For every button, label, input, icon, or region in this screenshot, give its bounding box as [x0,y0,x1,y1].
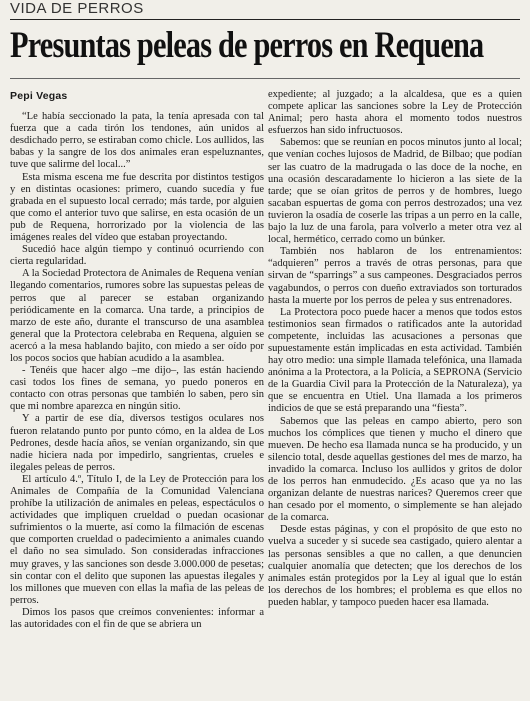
right-column [268,89,522,609]
paragraph: La Protectora poco puede hacer a menos que todos estos testimonios sean firmados o ratificados ante la autoridad competente, incluidas las acusaciones a personas que supuestamente están implicadas en esta actividad. También hay otro medio: una simple llamada telefónica, una llamada anónima a la Protectora, a la Policía, a SEPRONA (Servicio de la Guardia Civil para la Protección de la Naturaleza), ya que se encuentra en Utiel. Una llamada a los primeros indicios de que se está preparando una “fiesta”. [268,306,522,415]
paragraph: Sabemos: que se reunían en pocos minutos junto al local; que venían coches lujosos de Madrid, de Bilbao; que podían ser las cuatro de la madrugada o las doce de la noche, en una ocasión descaradamente lo hicieron a las siete de la tarde; que se oían gritos de perros y de hombres, luego sacaban espuertas de goma con perros destrozados; una vez tuvieron la osadía de coserle las tripas a un perro en la calle, bajo la luz de una farola, para volverlo a meter otra vez al local, hermético, cerrado como un búnker. [268,137,522,246]
paragraph: “Le había seccionado la pata, la tenía apresada con tal fuerza que a cada tirón los tendones, aún unidos al desdichado perro, se estiraban como chicle. Los aullidos, las babas y la sangre de los dos animales eran espeluznantes, tuve que salirme del local...” [10,111,264,171]
paragraph: Dimos los pasos que creímos convenientes: informar a las autoridades con el fin de que se abriera un [10,606,264,631]
headline: Presuntas peleas de perros en Requena [10,25,484,66]
paragraph: Sucedió hace algún tiempo y continuó ocurriendo con cierta regularidad. [10,244,264,268]
paragraph: - Tenéis que hacer algo –me dijo–, las están haciendo casi todos los fines de semana, yo puedo poneros en contacto con otras personas que también lo saben, pero sin que mi nombre aparezca en ningún sitio. [10,365,264,413]
paragraph: Esta misma escena me fue descrita por distintos testigos y en distintas ocasiones: primero, cuando sucedía y fue grabada en el supuesto local cerrado; más tarde, por alguien que como el anterior tuvo que salirse, en esta ocasión de un pub de Requena, horrorizado por la violencia de las imágenes reales del vídeo que estaban proyectando. [10,171,264,244]
paragraph: A la Sociedad Protectora de Animales de Requena venían llegando comentarios, rumores sobre las supuestas peleas de perros que al parecer se estaban organizando periódicamente en la comarca. Una tarde, a principios de marzo de este año, durante el transcurso de una asamblea general que la Protectora celebraba en Requena, alguien se acercó a la mesa hablando bajito, con miedo a ser oído por los pocos socios que habían acudido a la asamblea. [10,268,264,364]
section-label: VIDA DE PERROS [10,0,144,17]
headline-rule [10,78,520,79]
paragraph: expediente; al juzgado; a la alcaldesa, que es a quien compete aplicar las sanciones sobre la Ley de Protección Animal; pero hasta ahora el momento todos nuestros esfuerzos han sido infructuosos. [268,89,522,137]
paragraph: Y a partir de ese día, diversos testigos oculares nos fueron relatando punto por punto cómo, en la aldea de Los Pedrones, desde hacía años, se venían organizando, sin que nadie hiciera nada por impedirlo, sangrientas, crueles e ilegales peleas de perros. [10,413,264,473]
paragraph: Desde estas páginas, y con el propósito de que esto no vuelva a suceder y si sucede sea castigado, quiero alentar a las personas sensibles a que no callen, a que denuncien cualquier anomalía que detecten; que los derechos de los animales están protegidos por la Ley al igual que lo están los derechos de los hombres; el problema es que ellos no pueden hablar, y tampoco pueden hacer esa llamada. [268,524,522,608]
paragraph: También nos hablaron de los entrenamientos: “adquieren” perros a través de otras personas, para que sirvan de “sparrings” a sus campeones. Desgraciados perros vagabundos, o perros con dueño extraviados son torturados hasta la muerte por los perros de pelea y sus entrenadores. [268,246,522,306]
author-byline: Pepi Vegas [10,90,68,102]
top-rule [10,19,520,20]
paragraph: El artículo 4.º, Título I, de la Ley de Protección para los Animales de Compañía de la Comunidad Valenciana prohíbe la utilización de animales en peleas, espectáculos o actividades que impliquen crueldad o puedan ocasionar sufrimientos o la muerte, así como la filmación de escenas que comporten crueldad o padecimiento a animales cuando el daño no sea simulado. Son consideradas infracciones muy graves, y las sanciones son desde 3.000.000 de pesetas; sin contar con el delito que suponen las apuestas ilegales y los millones que mueven con ellas la mafia de las peleas de perros. [10,473,264,606]
left-column [10,90,264,631]
paragraph: Sabemos que las peleas en campo abierto, pero son muchos los cómplices que tienen y mucho el dinero que mueven. De hecho esa llamada nunca se ha producido, y un silencio total, desde aquellas gestiones del mes de marzo, ha invadido la comarca. Incluso los aullidos y gritos de dolor de los perros han enmudecido. ¿Es acaso que ya no las organizan delante de nuestras narices? Queremos creer que han cesado por el momento, o simplemente se han alejado de la comarca. [268,415,522,524]
